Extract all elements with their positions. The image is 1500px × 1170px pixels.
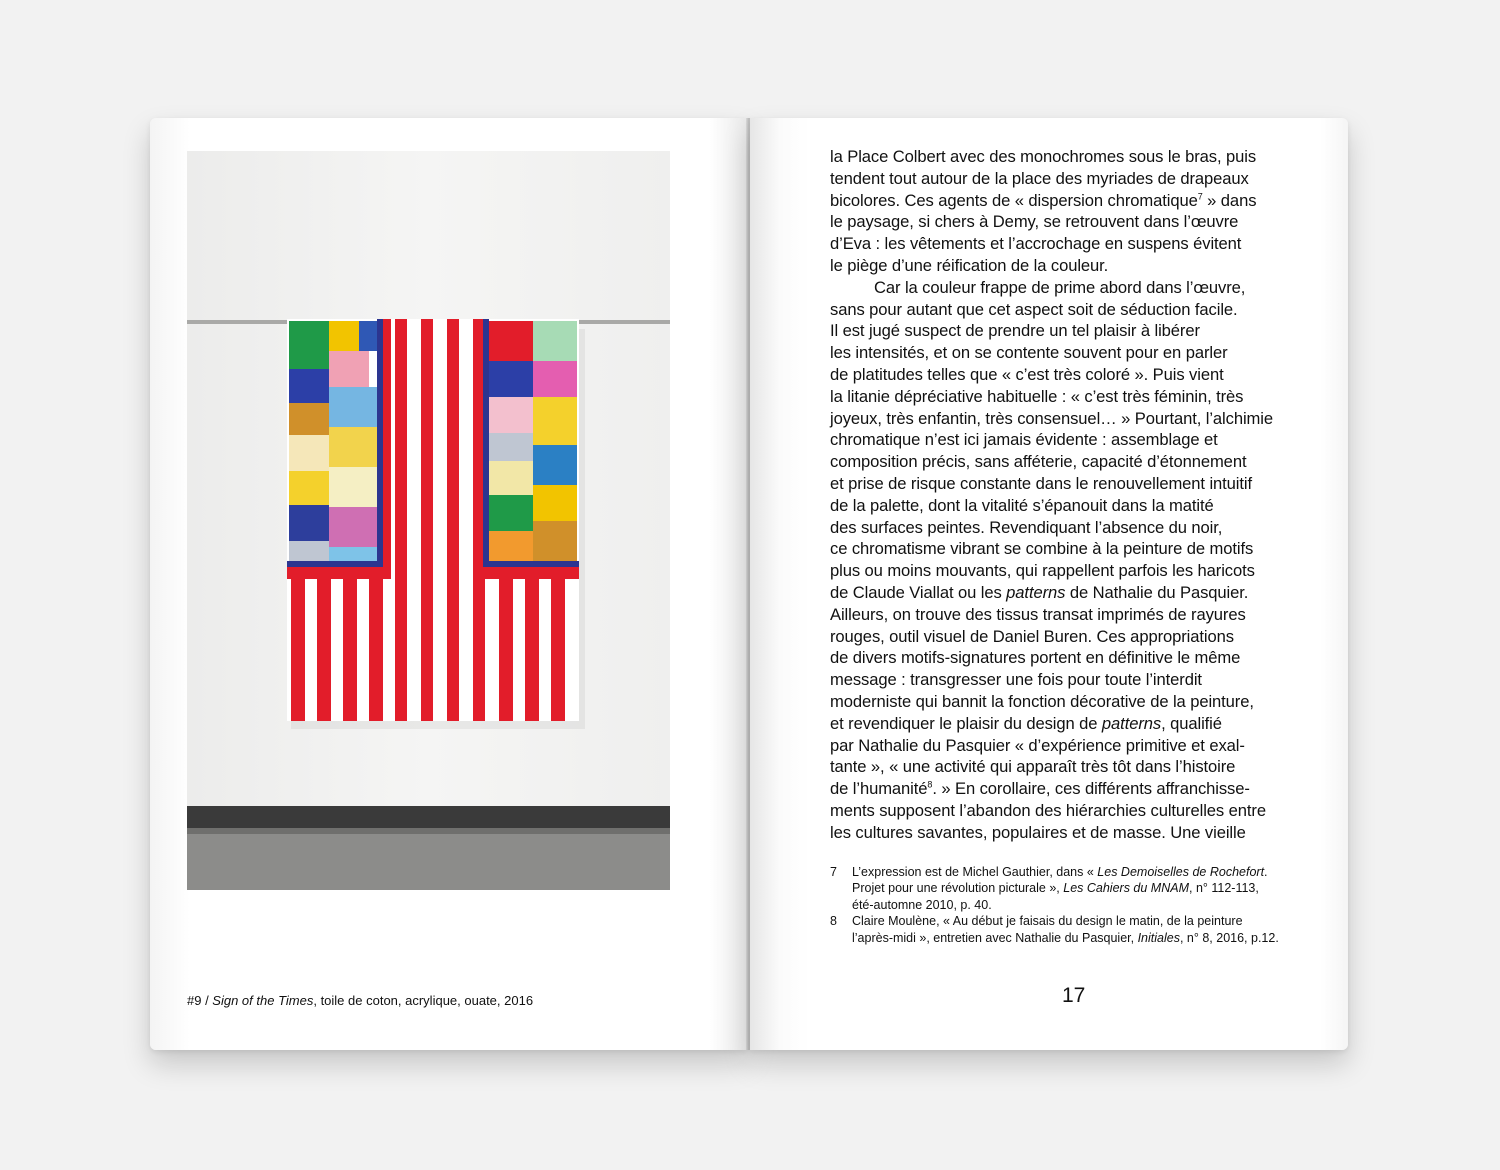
body-line <box>830 691 1330 713</box>
footnote-line <box>852 930 1310 946</box>
footnote-line <box>852 880 1310 896</box>
body-line <box>830 626 1330 648</box>
body-line <box>830 233 1330 255</box>
line-text: le paysage, si chers à Demy, se retrouvent dans l’œuvre <box>830 212 1239 232</box>
right-page <box>750 118 1348 1050</box>
line-text: Projet pour une révolution picturale », <box>852 881 1064 896</box>
figure-caption <box>187 993 533 1008</box>
line-text: l’après-midi », entretien avec Nathalie du Pasquier, <box>852 930 1138 945</box>
body-line <box>830 735 1330 757</box>
body-line <box>830 299 1330 321</box>
line-text: le piège d’une réification de la couleur. <box>830 255 1109 275</box>
line-text-after: de Nathalie du Pasquier. <box>1065 582 1249 602</box>
line-text: et prise de risque constante dans le renouvellement intuitif <box>830 473 1253 493</box>
body-line <box>830 211 1330 233</box>
body-line <box>830 647 1330 669</box>
body-line <box>830 822 1330 844</box>
body-line <box>830 255 1330 277</box>
footnote-line <box>852 897 1310 913</box>
body-line <box>830 495 1330 517</box>
line-emphasis: patterns <box>1101 713 1162 733</box>
body-line <box>830 756 1330 778</box>
footnote-line <box>852 913 1310 929</box>
body-line <box>830 342 1330 364</box>
line-text: Il est jugé suspect de prendre un tel plaisir à libérer <box>830 321 1200 341</box>
body-line <box>830 582 1330 604</box>
line-text: moderniste qui bannit la fonction décorative de la peinture, <box>830 691 1254 711</box>
line-text: les intensités, et on se contente souvent pour en parler <box>830 343 1228 363</box>
footnotes <box>830 864 1310 946</box>
body-line <box>830 713 1330 735</box>
body-text <box>830 146 1330 844</box>
line-text: d’Eva : les vêtements et l’accrochage en suspens évitent <box>830 234 1242 254</box>
line-text: par Nathalie du Pasquier « d’expérience primitive et exal- <box>830 735 1245 755</box>
line-text: sans pour autant que cet aspect soit de séduction facile. <box>830 299 1238 319</box>
page-number: 17 <box>1062 984 1086 1007</box>
body-line <box>830 669 1330 691</box>
body-line <box>830 320 1330 342</box>
line-text-after: , n° 8, 2016, p.12. <box>1179 930 1279 945</box>
line-text: message : transgresser une fois pour toute l’interdit <box>830 670 1202 690</box>
left-page <box>150 118 748 1050</box>
line-text: plus ou moins mouvants, qui rappellent parfois les haricots <box>830 561 1255 581</box>
body-line <box>830 778 1330 800</box>
line-text: de Claude Viallat ou les <box>830 582 1007 602</box>
artwork-image <box>187 151 670 890</box>
line-text: la litanie dépréciative habituelle : « c’est très féminin, très <box>830 386 1244 406</box>
body-line <box>830 386 1330 408</box>
footnote <box>830 913 1310 946</box>
line-text: des surfaces peintes. Revendiquant l’absence du noir, <box>830 517 1223 537</box>
artwork-photo <box>187 151 670 890</box>
body-line <box>830 451 1330 473</box>
line-text-after: » dans <box>1202 190 1257 210</box>
line-text: chromatique n’est ici jamais évidente : assemblage et <box>830 430 1218 450</box>
footnote-reference: 8 <box>927 779 933 790</box>
line-text: Ailleurs, on trouve des tissus transat imprimés de rayures <box>830 604 1246 624</box>
line-text: de la palette, dont la vitalité s’épanouit dans la matité <box>830 495 1214 515</box>
line-text-after: , qualifié <box>1161 713 1222 733</box>
footnote <box>830 864 1310 913</box>
body-line <box>830 560 1330 582</box>
line-text-after: , n° 112-113, <box>1189 881 1259 896</box>
line-text: joyeux, très enfantin, très consensuel… » Pourtant, l’alchimie <box>830 408 1273 428</box>
body-line <box>830 146 1330 168</box>
book-spread <box>150 118 1348 1050</box>
caption-title: Sign of the Times <box>212 993 314 1008</box>
footnote-line <box>852 864 1310 880</box>
line-text: L’expression est de Michel Gauthier, dans « <box>852 865 1098 879</box>
line-text: et revendiquer le plaisir du design de <box>830 713 1102 733</box>
body-line <box>830 538 1330 560</box>
line-text: été-automne 2010, p. 40. <box>852 897 992 912</box>
line-text: ce chromatisme vibrant se combine à la peinture de motifs <box>830 539 1254 559</box>
footnote-reference: 7 <box>1197 191 1203 202</box>
line-text-after: . » En corollaire, ces différents affranchisse- <box>932 779 1250 799</box>
line-text: tante », « une activité qui apparaît très tôt dans l’histoire <box>830 757 1236 777</box>
body-line <box>830 473 1330 495</box>
line-text: composition précis, sans afféterie, capacité d’étonnement <box>830 452 1247 472</box>
body-line <box>830 190 1330 212</box>
body-line <box>830 408 1330 430</box>
body-line <box>830 277 1330 299</box>
textile-artwork <box>287 319 579 721</box>
line-text: la Place Colbert avec des monochromes sous le bras, puis <box>830 147 1257 166</box>
line-text: de divers motifs-signatures portent en définitive le même <box>830 648 1241 668</box>
line-text: ments supposent l’abandon des hiérarchies culturelles entre <box>830 800 1266 820</box>
body-line <box>830 364 1330 386</box>
footnote-number: 7 <box>830 865 837 879</box>
body-line <box>830 168 1330 190</box>
line-text: Car la couleur frappe de prime abord dans l’œuvre, <box>874 277 1246 297</box>
body-line <box>830 429 1330 451</box>
line-emphasis: Les Cahiers du MNAM <box>1063 881 1189 896</box>
line-text: de l’humanité <box>830 779 928 799</box>
line-text: Claire Moulène, « Au début je faisais du design le matin, de la peinture <box>852 914 1243 929</box>
caption-number: #9 / <box>187 993 213 1008</box>
body-line <box>830 604 1330 626</box>
footnote-number: 8 <box>830 914 837 929</box>
line-text: bicolores. Ces agents de « dispersion chromatique <box>830 190 1198 210</box>
line-text-after: . <box>1264 865 1268 879</box>
line-text: tendent tout autour de la place des myriades de drapeaux <box>830 168 1249 188</box>
line-emphasis: Initiales <box>1137 930 1180 945</box>
body-line <box>830 517 1330 539</box>
line-text: rouges, outil visuel de Daniel Buren. Ces appropriations <box>830 626 1234 646</box>
line-emphasis: Les Demoiselles de Rochefort <box>1097 865 1265 879</box>
line-text: de platitudes telles que « c’est très coloré ». Puis vient <box>830 364 1224 384</box>
line-emphasis: patterns <box>1006 582 1066 602</box>
line-text: les cultures savantes, populaires et de masse. Une vieille <box>830 822 1246 842</box>
body-line <box>830 800 1330 822</box>
caption-details: , toile de coton, acrylique, ouate, 2016 <box>313 993 534 1008</box>
